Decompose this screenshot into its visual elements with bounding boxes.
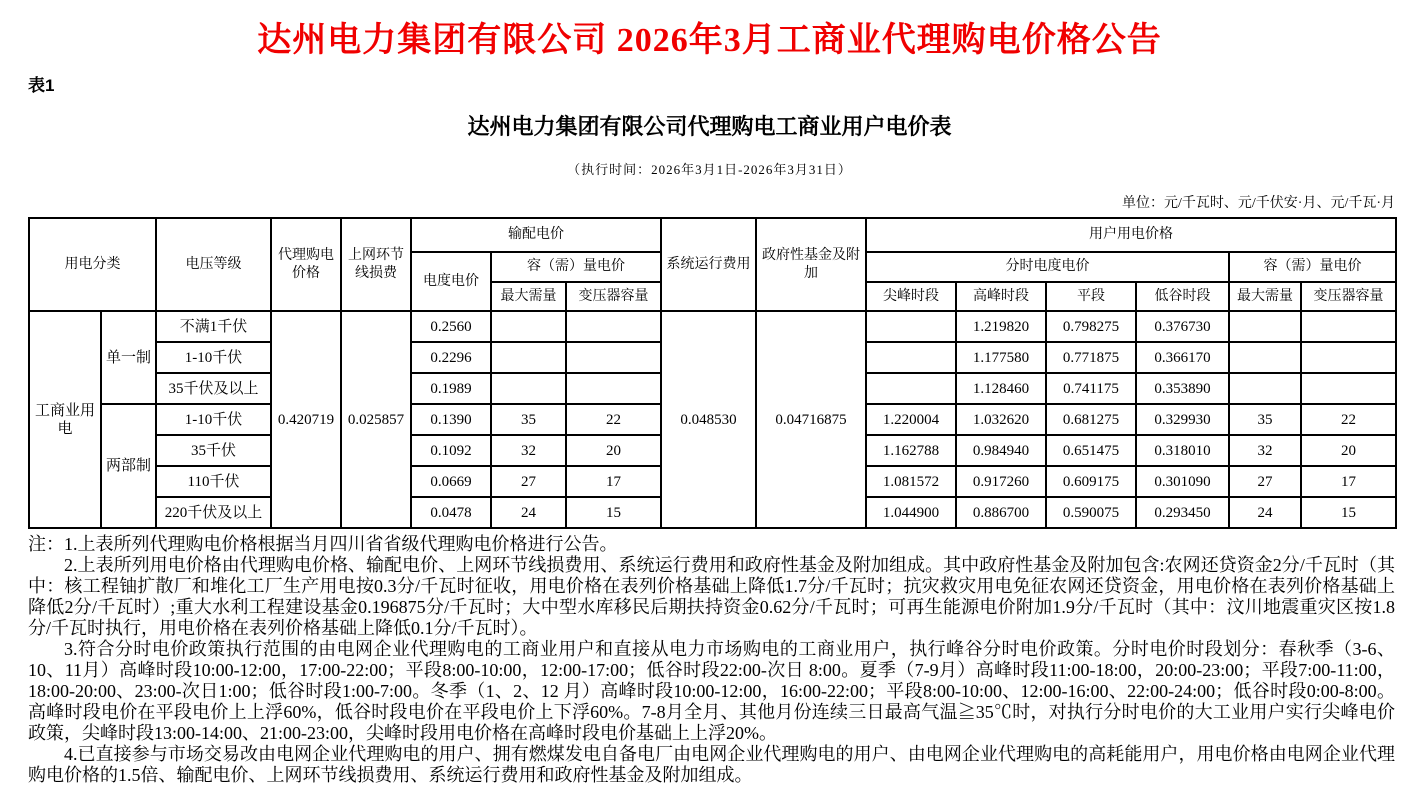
note-item: 注：1.上表所列代理购电价格根据当月四川省省级代理购电价格进行公告。	[28, 534, 618, 554]
header-transmission-price: 输配电价	[411, 218, 661, 252]
cell-sharp-peak	[866, 342, 956, 373]
empty-cell	[491, 311, 566, 342]
cell-sharp-peak: 1.044900	[866, 497, 956, 528]
cell-user-transformer: 22	[1301, 404, 1396, 435]
cell-td-transformer: 22	[566, 404, 661, 435]
cell-user-max-demand: 35	[1229, 404, 1301, 435]
cell-valley: 0.301090	[1136, 466, 1229, 497]
unit-note: 单位：元/千瓦时、元/千伏安·月、元/千瓦·月	[1122, 196, 1395, 211]
cell-valley: 0.353890	[1136, 373, 1229, 404]
cell-usage-class: 工商业用电	[29, 311, 101, 528]
cell-user-transformer: 20	[1301, 435, 1396, 466]
empty-cell	[1229, 342, 1301, 373]
cell-td-transformer: 20	[566, 435, 661, 466]
empty-cell	[566, 311, 661, 342]
cell-user-transformer: 15	[1301, 497, 1396, 528]
empty-cell	[566, 373, 661, 404]
empty-cell	[566, 342, 661, 373]
cell-voltage: 110千伏	[156, 466, 271, 497]
cell-user-max-demand: 27	[1229, 466, 1301, 497]
header-sharp-peak: 尖峰时段	[866, 282, 956, 311]
cell-energy-price: 0.2296	[411, 342, 491, 373]
cell-sharp-peak: 1.162788	[866, 435, 956, 466]
cell-voltage: 35千伏	[156, 435, 271, 466]
empty-cell	[1229, 373, 1301, 404]
cell-valley: 0.293450	[1136, 497, 1229, 528]
cell-valley: 0.329930	[1136, 404, 1229, 435]
cell-flat: 0.741175	[1046, 373, 1136, 404]
empty-cell	[491, 342, 566, 373]
cell-peak: 1.177580	[956, 342, 1046, 373]
header-tou-price: 分时电度电价	[866, 252, 1229, 282]
cell-gov-funds: 0.04716875	[756, 311, 866, 528]
header-flat: 平段	[1046, 282, 1136, 311]
cell-td-max-demand: 32	[491, 435, 566, 466]
header-max-demand-user: 最大需量	[1229, 282, 1301, 311]
cell-sharp-peak	[866, 311, 956, 342]
cell-voltage: 不满1千伏	[156, 311, 271, 342]
table-label: 表1	[28, 76, 55, 95]
cell-flat: 0.681275	[1046, 404, 1136, 435]
header-gov-funds: 政府性基金及附加	[756, 218, 866, 311]
note-item: 2.上表所列用电价格由代理购电价格、输配电价、上网环节线损费用、系统运行费用和政府性基金及附加组成。其中政府性基金及附加包含:农网还贷资金2分/千瓦时（其中：核工程铀扩散厂和堆化工厂生产用电按0.3分/千瓦时征收，用电价格在表列价格基础上降低1.7分/千瓦时；抗灾救灾用电免征农网还贷资金，用电价格在表列价格基础上降低2分/千瓦时）;重大水利工程建设基金0.196875分/千瓦时；大中型水库移民后期扶持资金0.62分/千瓦时；可再生能源电价附加1.9分/千瓦时（其中：汶川地震重灾区按1.8分/千瓦时执行，用电价格在表列价格基础上降低0.1分/千瓦时）。	[28, 555, 1395, 638]
cell-sharp-peak	[866, 373, 956, 404]
header-line-loss-fee: 上网环节线损费	[341, 218, 411, 311]
execution-period: （执行时间：2026年3月1日-2026年3月31日）	[567, 162, 852, 177]
cell-energy-price: 0.0669	[411, 466, 491, 497]
cell-td-max-demand: 35	[491, 404, 566, 435]
cell-energy-price: 0.0478	[411, 497, 491, 528]
price-table	[28, 217, 1397, 529]
cell-voltage: 1-10千伏	[156, 342, 271, 373]
cell-td-transformer: 17	[566, 466, 661, 497]
cell-peak: 0.917260	[956, 466, 1046, 497]
header-max-demand-td: 最大需量	[491, 282, 566, 311]
cell-voltage: 1-10千伏	[156, 404, 271, 435]
cell-td-max-demand: 24	[491, 497, 566, 528]
cell-peak: 0.984940	[956, 435, 1046, 466]
cell-sharp-peak: 1.081572	[866, 466, 956, 497]
cell-user-max-demand: 24	[1229, 497, 1301, 528]
note-item: 4.已直接参与市场交易改由电网企业代理购电的用户、拥有燃煤发电自备电厂由电网企业代理购电的用户、由电网企业代理购电的高耗能用户，用电价格由电网企业代理购电价格的1.5倍、输配电价、上网环节线损费用、系统运行费用和政府性基金及附加组成。	[28, 744, 1395, 785]
cell-energy-price: 0.1092	[411, 435, 491, 466]
header-peak: 高峰时段	[956, 282, 1046, 311]
header-row-1	[29, 218, 1396, 252]
empty-cell	[491, 373, 566, 404]
header-usage-class: 用电分类	[29, 218, 156, 311]
cell-voltage: 35千伏及以上	[156, 373, 271, 404]
empty-cell	[1301, 311, 1396, 342]
note-item: 3.符合分时电价政策执行范围的由电网企业代理购电的工商业用户和直接从电力市场购电的工商业用户，执行峰谷分时电价政策。分时电价时段划分：春秋季（3-6、10、11月）高峰时段10:00-12:00，17:00-22:00；平段8:00-10:00，12:00-17:00；低谷时段22:00-次日 8:00。夏季（7-9月）高峰时段11:00-18:00，20:00-23:00；平段7:00-11:00，18:00-20:00、23:00-次日1:00；低谷时段1:00-7:00。冬季（1、2、12 月）高峰时段10:00-12:00，16:00-22:00；平段8:00-10:00、12:00-16:00、22:00-24:00；低谷时段0:00-8:00。高峰时段电价在平段电价上上浮60%，低谷时段电价在平段电价上下浮60%。7-8月全月、其他月份连续三日最高气温≧35℃时，对执行分时电价的大工业用户实行尖峰电价政策，尖峰时段13:00-14:00、21:00-23:00，尖峰时段用电价格在高峰时段电价基础上上浮20%。	[28, 639, 1395, 743]
empty-cell	[1301, 373, 1396, 404]
header-valley: 低谷时段	[1136, 282, 1229, 311]
cell-user-max-demand: 32	[1229, 435, 1301, 466]
cell-agency-price: 0.420719	[271, 311, 341, 528]
cell-td-transformer: 15	[566, 497, 661, 528]
page-subtitle: 达州电力集团有限公司代理购电工商业用户电价表	[467, 114, 952, 139]
header-energy-price: 电度电价	[411, 252, 491, 311]
empty-cell	[1301, 342, 1396, 373]
cell-flat: 0.609175	[1046, 466, 1136, 497]
header-voltage-level: 电压等级	[156, 218, 271, 311]
header-capacity-price-td: 容（需）量电价	[491, 252, 661, 282]
table-row	[29, 311, 1396, 342]
page-title: 达州电力集团有限公司 2026年3月工商业代理购电价格公告	[257, 22, 1162, 59]
cell-system-fee: 0.048530	[661, 311, 756, 528]
cell-flat: 0.798275	[1046, 311, 1136, 342]
cell-flat: 0.771875	[1046, 342, 1136, 373]
cell-peak: 1.219820	[956, 311, 1046, 342]
cell-pricing-system-two-part: 两部制	[101, 404, 156, 528]
cell-pricing-system-single: 单一制	[101, 311, 156, 404]
cell-td-max-demand: 27	[491, 466, 566, 497]
empty-cell	[1229, 311, 1301, 342]
header-agency-price: 代理购电价格	[271, 218, 341, 311]
cell-voltage: 220千伏及以上	[156, 497, 271, 528]
notes	[28, 534, 1395, 786]
header-system-operation-fee: 系统运行费用	[661, 218, 756, 311]
cell-line-loss-fee: 0.025857	[341, 311, 411, 528]
cell-flat: 0.651475	[1046, 435, 1136, 466]
cell-sharp-peak: 1.220004	[866, 404, 956, 435]
header-transformer-td: 变压器容量	[566, 282, 661, 311]
cell-flat: 0.590075	[1046, 497, 1136, 528]
header-capacity-price-user: 容（需）量电价	[1229, 252, 1396, 282]
cell-peak: 1.032620	[956, 404, 1046, 435]
cell-energy-price: 0.2560	[411, 311, 491, 342]
cell-peak: 0.886700	[956, 497, 1046, 528]
cell-energy-price: 0.1390	[411, 404, 491, 435]
cell-valley: 0.318010	[1136, 435, 1229, 466]
header-user-price: 用户用电价格	[866, 218, 1396, 252]
header-transformer-user: 变压器容量	[1301, 282, 1396, 311]
cell-valley: 0.366170	[1136, 342, 1229, 373]
cell-valley: 0.376730	[1136, 311, 1229, 342]
cell-user-transformer: 17	[1301, 466, 1396, 497]
cell-peak: 1.128460	[956, 373, 1046, 404]
cell-energy-price: 0.1989	[411, 373, 491, 404]
